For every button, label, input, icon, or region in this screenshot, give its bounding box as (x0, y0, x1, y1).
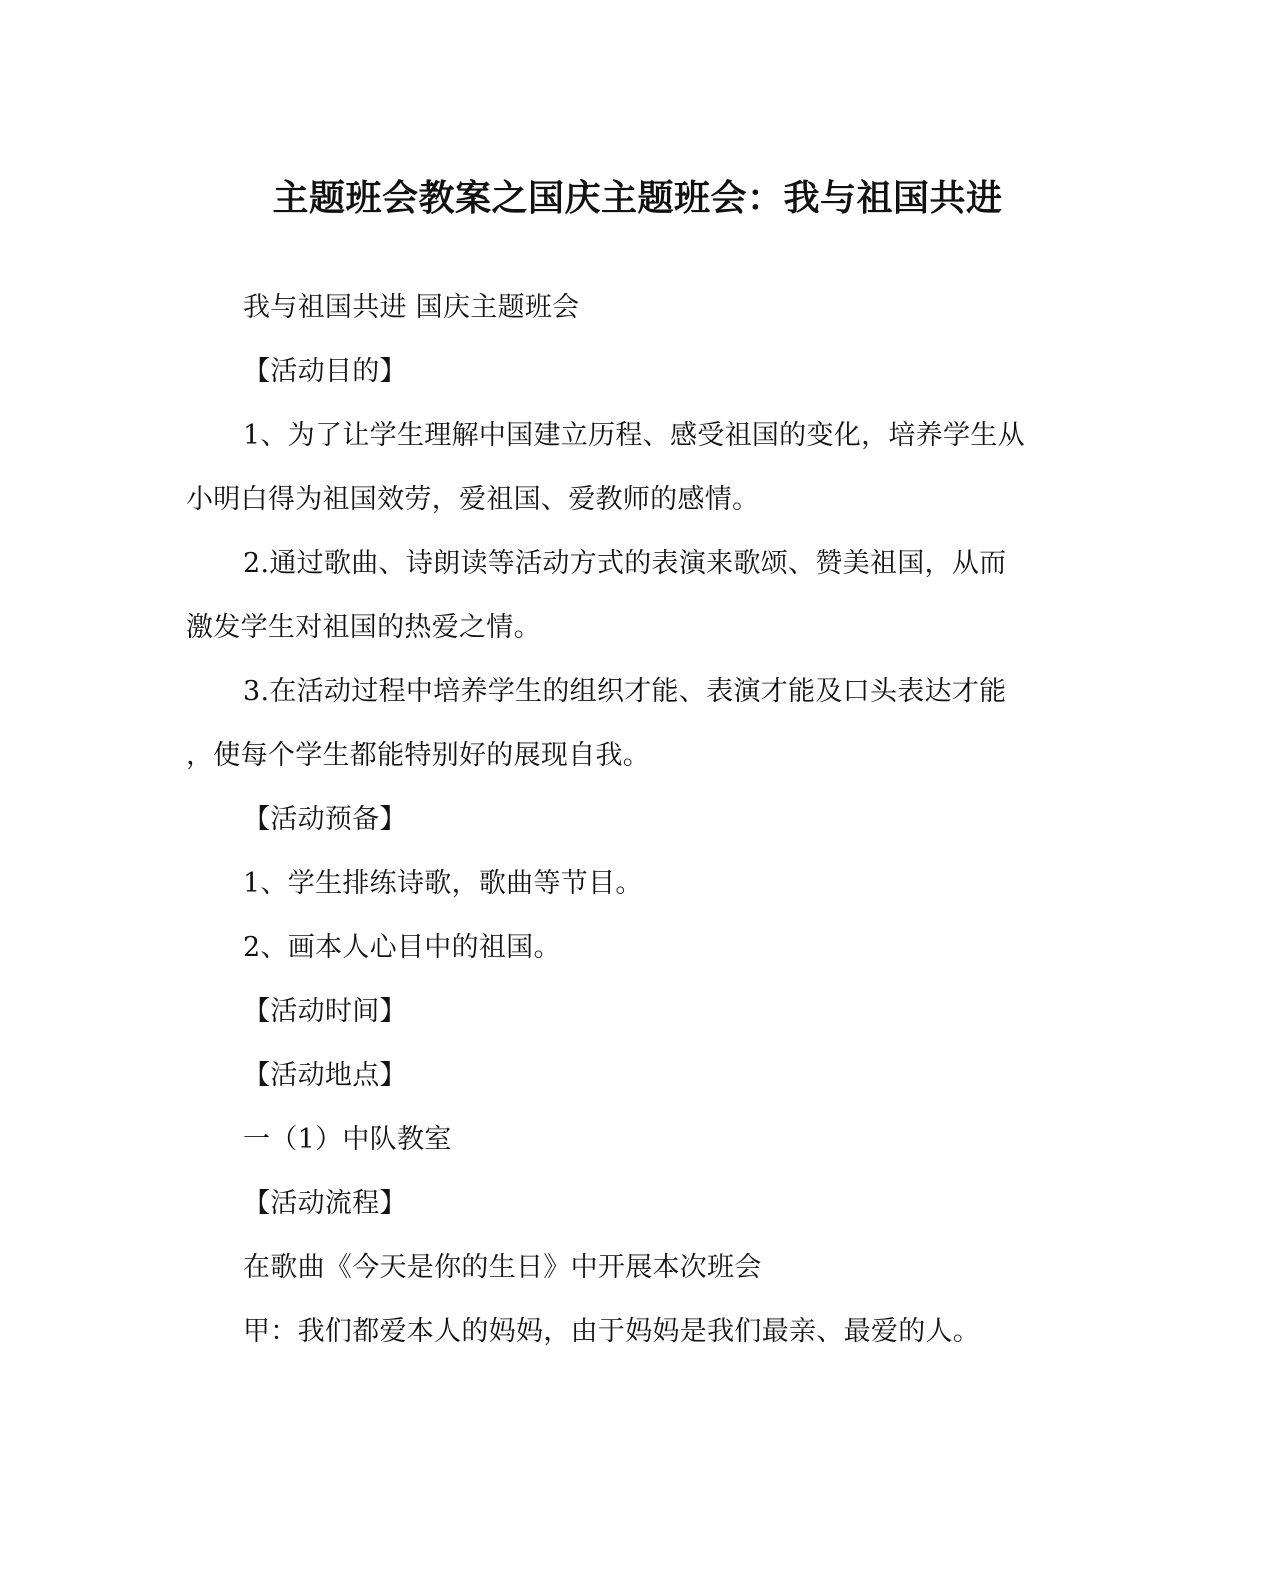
paragraph-line: 2.通过歌曲、诗朗读等活动方式的表演来歌颂、赞美祖国，从而 (243, 548, 1007, 579)
paragraph-line: 2、画本人心目中的祖国。 (243, 932, 561, 963)
paragraph-line: 甲：我们都爱本人的妈妈，由于妈妈是我们最亲、最爱的人。 (243, 1316, 981, 1347)
section-heading-process: 【活动流程】 (243, 1188, 407, 1219)
paragraph-line: 3.在活动过程中培养学生的组织才能、表演才能及口头表达才能 (243, 676, 1007, 707)
paragraph-line: 1、学生排练诗歌，歌曲等节目。 (243, 868, 643, 899)
paragraph-line: 小明白得为祖国效劳，爱祖国、爱教师的感情。 (186, 484, 760, 515)
paragraph-line: ，使每个学生都能特别好的展现自我。 (186, 740, 651, 771)
document-title: 主题班会教案之国庆主题班会：我与祖国共进 (272, 177, 1003, 219)
paragraph-line: 一（1）中队教室 (243, 1124, 452, 1155)
section-heading-location: 【活动地点】 (243, 1060, 407, 1091)
section-heading-preparation: 【活动预备】 (243, 804, 407, 835)
subtitle-line: 我与祖国共进 国庆主题班会 (243, 292, 580, 323)
paragraph-line: 在歌曲《今天是你的生日》中开展本次班会 (243, 1252, 762, 1283)
section-heading-purpose: 【活动目的】 (243, 356, 407, 387)
paragraph-line: 1、为了让学生理解中国建立历程、感受祖国的变化，培养学生从 (243, 420, 1025, 451)
paragraph-line: 激发学生对祖国的热爱之情。 (186, 612, 541, 643)
section-heading-time: 【活动时间】 (243, 996, 407, 1027)
